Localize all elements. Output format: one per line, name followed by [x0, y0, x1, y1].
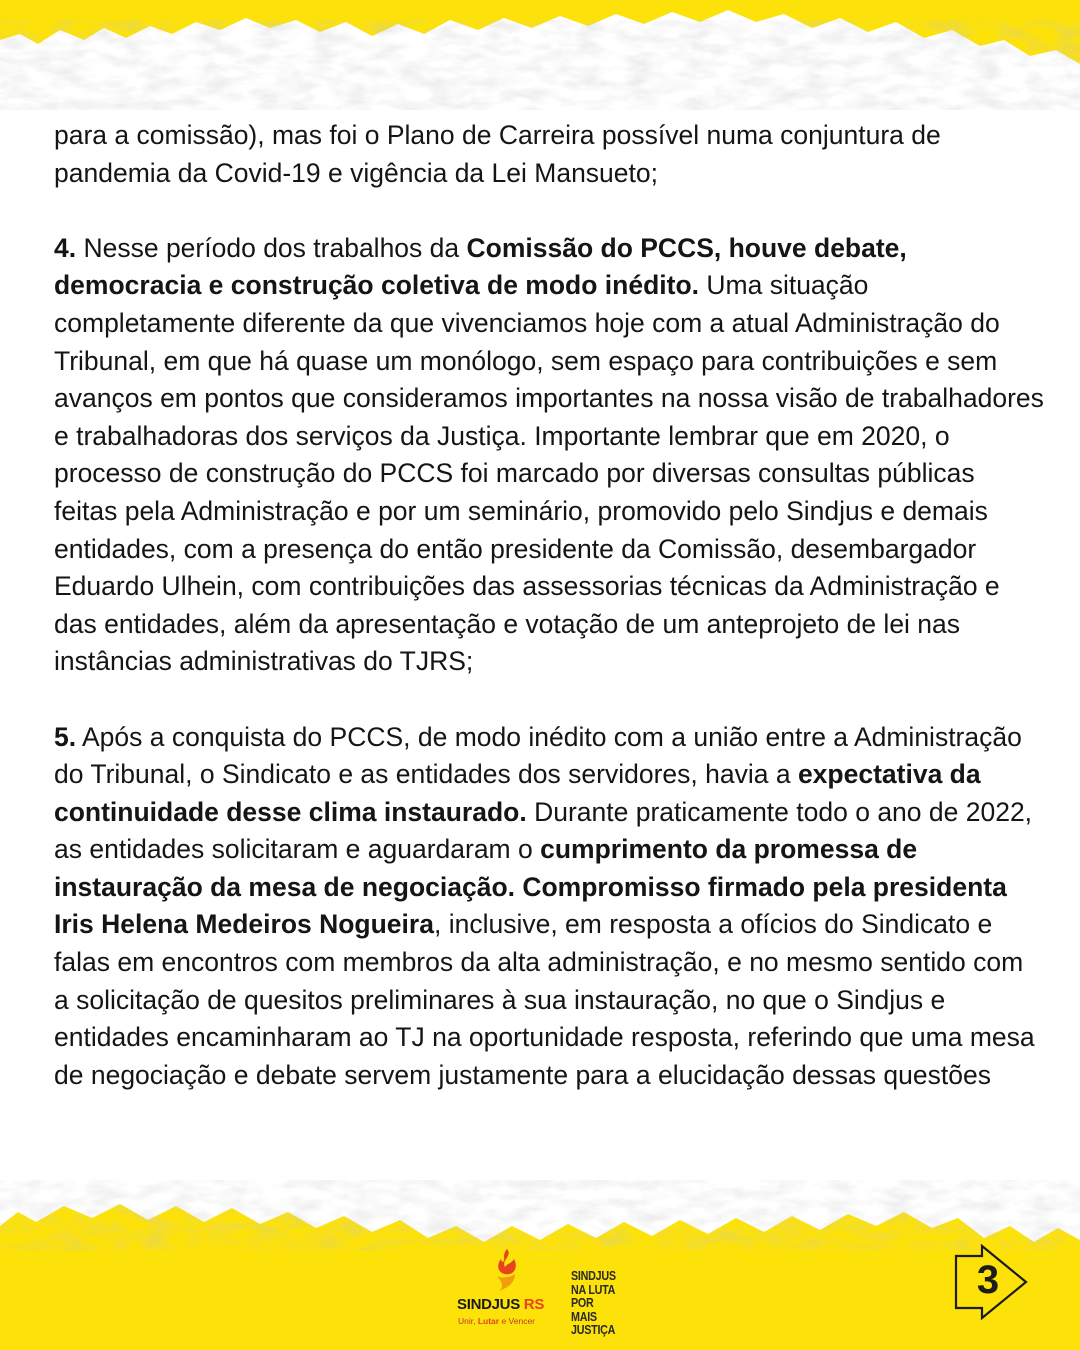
- paragraph-4: [54, 230, 1044, 681]
- bold-text: cumprimento da promessa de instauração da mesa de negociação. Compromisso firmado pela presidenta Iris Helena Medeiros Nogueira: [54, 834, 1007, 940]
- paragraph-text: Nesse período dos trabalhos da: [76, 232, 467, 263]
- logo-name: [457, 1296, 544, 1313]
- paragraph-5: [54, 719, 1044, 1095]
- paragraph-text: Durante praticamente todo o ano de 2022, as entidades solicitaram e aguardaram o: [54, 796, 1033, 865]
- body-text: [54, 117, 1044, 1094]
- tagline-part: Lutar: [477, 1316, 500, 1326]
- logo-tagline: [458, 1316, 535, 1326]
- paragraph-3-continuation: [54, 117, 1044, 192]
- campaign-line: NA LUTA: [571, 1282, 616, 1297]
- sindjus-logo: [455, 1248, 555, 1332]
- paragraph-text: , inclusive, em resposta a ofícios do Sindicato e falas em encontros com membros da alta administração, e no mesmo sentido com a solicitação de quesitos preliminares à sua instauração, no que o Sindjus e entidades encaminharam ao TJ na oportunidade resposta, referindo que uma mesa de negociação e debate servem justamente para a elucidação dessas questões: [54, 909, 1035, 1090]
- paragraph-text: para a comissão), mas foi o Plano de Carreira possível numa conjuntura de pandemia da Covid-19 e vigência da Lei Mansueto;: [54, 120, 941, 188]
- tagline-part: e Vencer: [499, 1316, 536, 1326]
- flame-logo-icon: [487, 1248, 523, 1292]
- campaign-line: JUSTIÇA: [571, 1323, 616, 1337]
- item-number: 4.: [54, 232, 77, 263]
- logo-name-main: SINDJUS: [457, 1296, 520, 1313]
- campaign-line: SINDJUS: [571, 1269, 616, 1283]
- logo-name-suffix: RS: [523, 1296, 545, 1313]
- bold-text: expectativa da continuidade desse clima instaurado.: [54, 759, 981, 827]
- paragraph-text: Após a conquista do PCCS, de modo inédito com a união entre a Administração do Tribunal, o Sindicato e as entidades dos servidores, havia a: [54, 721, 1022, 790]
- bold-text: Comissão do PCCS, houve debate, democracia e construção coletiva de modo inédito.: [54, 232, 907, 301]
- page-number: 3: [976, 1258, 1000, 1302]
- tagline-part: Unir,: [458, 1316, 478, 1326]
- paragraph-text: Uma situação completamente diferente da que vivenciamos hoje com a atual Administração do Tribunal, em que há quase um monólogo, sem espaço para contribuições e sem avanços em pontos que consideramos importantes na nossa visão de trabalhadores e trabalhadoras dos serviços da Justiça. Importante lembrar que em 2020, o processo de construção do PCCS foi marcado por diversas consultas públicas feitas pela Administração e por um seminário, promovido pelo Sindjus e demais entidades, com a presença do então presidente da Comissão, desembargador Eduardo Ulhein, com contribuições das assessorias técnicas da Administração e das entidades, além da apresentação e votação de um anteprojeto de lei nas instâncias administrativas do TJRS;: [54, 270, 1044, 677]
- campaign-line: POR MAIS: [571, 1296, 597, 1324]
- item-number: 5.: [54, 721, 77, 752]
- campaign-logo: [571, 1270, 619, 1338]
